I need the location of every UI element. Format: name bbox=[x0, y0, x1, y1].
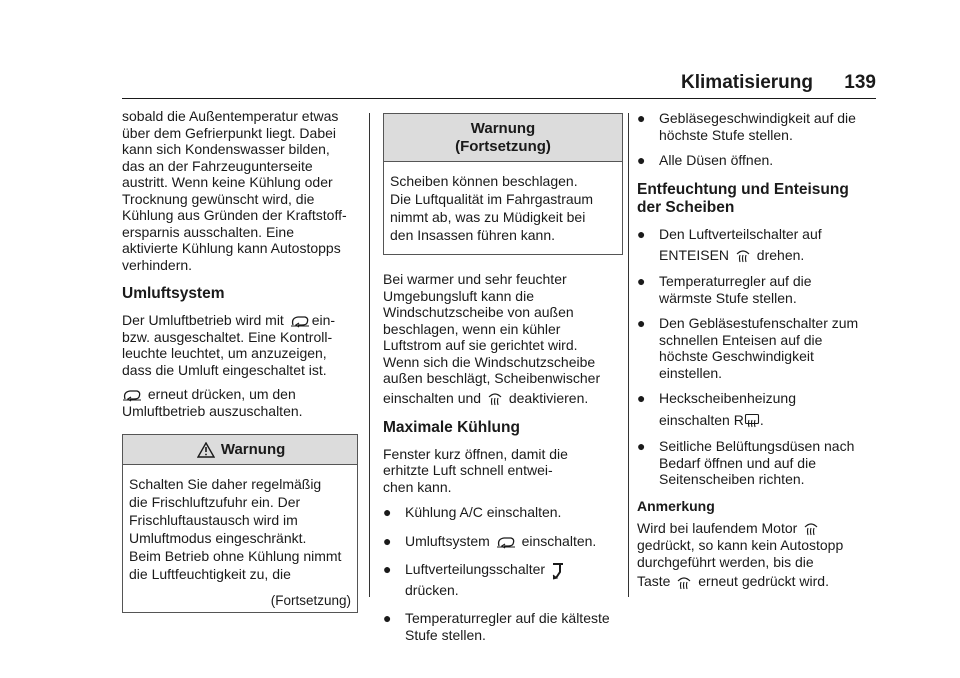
column-2 bbox=[383, 113, 623, 643]
text-line: durchgeführt werden, bis die bbox=[637, 553, 814, 570]
text-line: ersparnis ausschalten. Eine bbox=[122, 223, 294, 240]
text-line: bzw. ausgeschaltet. Eine Kontroll- bbox=[122, 328, 333, 345]
list-item-text: Kühlung A/C einschalten. bbox=[405, 504, 562, 521]
list-item-text: . bbox=[759, 411, 764, 428]
heading-umluftsystem: Umluftsystem bbox=[122, 285, 225, 302]
text-line: Die Luftqualität im Fahrgastraum bbox=[390, 191, 594, 207]
list-item-text: Heckscheibenheizung bbox=[659, 390, 796, 407]
bullet: ● bbox=[637, 273, 646, 290]
list-item-text: Luftverteilungsschalter bbox=[405, 561, 546, 578]
text-line: ein- bbox=[311, 312, 336, 328]
section-title: Klimatisierung bbox=[681, 72, 814, 93]
bullet: ● bbox=[637, 152, 646, 168]
page-number: 139 bbox=[844, 72, 876, 93]
text-line: Scheiben können beschlagen. bbox=[390, 173, 578, 189]
recirculation-icon bbox=[496, 536, 516, 549]
recirculation-icon bbox=[290, 315, 310, 328]
list-item-text: Seitenscheiben richten. bbox=[659, 471, 805, 488]
text-line: Taste bbox=[637, 573, 671, 590]
rear-defrost-icon bbox=[744, 413, 760, 429]
list-item-text: einschalten R bbox=[659, 411, 744, 428]
list-item bbox=[637, 152, 877, 169]
list-item bbox=[383, 504, 623, 521]
list-item bbox=[637, 273, 877, 306]
text-line: Fenster kurz öffnen, damit die bbox=[383, 445, 568, 462]
heading-line: Entfeuchtung und Enteisung bbox=[637, 180, 849, 198]
list-item-text: einstellen. bbox=[659, 364, 723, 381]
text-line: Umluftmodus eingeschränkt. bbox=[129, 530, 307, 546]
page-header bbox=[681, 72, 876, 94]
front-defrost-icon bbox=[735, 248, 751, 264]
header-rule bbox=[122, 98, 876, 99]
front-defrost-icon bbox=[487, 391, 503, 407]
list-item-text: einschalten. bbox=[521, 532, 597, 549]
text-line: nimmt ab, was zu Müdigkeit bei bbox=[390, 209, 586, 225]
bullet: ● bbox=[383, 504, 392, 521]
text-line: die Frischluftzufuhr ein. Der bbox=[129, 494, 301, 510]
note-heading: Anmerkung bbox=[637, 497, 715, 514]
text-line: Windschutzscheibe von außen bbox=[383, 304, 574, 320]
paragraph-umluft bbox=[122, 312, 358, 378]
air-distribution-icon bbox=[551, 562, 565, 580]
bullet: ● bbox=[383, 610, 392, 627]
list-item-text: höchste Geschwindigkeit bbox=[659, 348, 814, 365]
text-line: Umgebungsluft kann die bbox=[383, 287, 534, 304]
list-item-text: Den Gebläsestufenschalter zum bbox=[659, 315, 859, 332]
text-line: kann sich Kondenswasser bilden, bbox=[122, 141, 330, 157]
list-item bbox=[383, 610, 623, 643]
list-item-text: Bedarf öffnen und auf die bbox=[659, 454, 816, 471]
column-3 bbox=[637, 108, 877, 591]
text-line: erhitzte Luft schnell entwei- bbox=[383, 462, 553, 479]
warning-header bbox=[123, 435, 357, 465]
text-line: die Luftfeuchtigkeit zu, die bbox=[129, 566, 291, 582]
text-line: Kühlung aus Gründen der Kraftstoff- bbox=[122, 207, 347, 223]
text-line: verhindern. bbox=[122, 256, 193, 273]
bullet: ● bbox=[637, 438, 646, 455]
warning-header bbox=[384, 114, 622, 162]
text-line: den Insassen führen kann. bbox=[390, 227, 556, 243]
text-line: erneut gedrückt wird. bbox=[698, 573, 829, 590]
list-item bbox=[637, 315, 877, 381]
warning-title: Warnung bbox=[470, 120, 536, 137]
list-item-text: Temperaturregler auf die kälteste bbox=[405, 610, 610, 627]
paragraph-fog bbox=[383, 271, 623, 407]
list-item-text: schnellen Enteisen auf die bbox=[659, 331, 823, 348]
list-item bbox=[383, 561, 623, 598]
text-line: über dem Gefrierpunkt liegt. Dabei bbox=[122, 124, 336, 141]
text-line: dass die Umluft eingeschaltet ist. bbox=[122, 361, 327, 378]
list-item-text: höchste Stufe stellen. bbox=[659, 126, 793, 143]
bullet: ● bbox=[637, 315, 646, 332]
heading-maximale-kuehlung: Maximale Kühlung bbox=[383, 418, 520, 436]
column-1 bbox=[122, 108, 358, 613]
text-line: Trocknung gewünscht wird, die bbox=[122, 190, 315, 207]
text-line: Frischluftaustausch wird im bbox=[129, 512, 298, 528]
paragraph-umluft-off bbox=[122, 386, 358, 419]
list-item-text: Stufe stellen. bbox=[405, 626, 486, 643]
bullet: ● bbox=[637, 110, 646, 126]
text-line: leuchte leuchtet, um anzuzeigen, bbox=[122, 345, 327, 361]
warning-body bbox=[384, 162, 622, 254]
text-line: Luftstrom auf sie gerichtet wird. bbox=[383, 337, 578, 353]
warning-triangle-icon bbox=[197, 442, 215, 458]
list-item-text: Gebläsegeschwindigkeit auf die bbox=[659, 110, 856, 126]
list-item-text: Umluftsystem bbox=[405, 532, 490, 549]
list-item-text: ENTEISEN bbox=[659, 247, 730, 263]
heading-line: der Scheiben bbox=[637, 198, 735, 216]
bullet: ● bbox=[637, 225, 646, 242]
text-line: Schalten Sie daher regelmäßig bbox=[129, 476, 322, 492]
text-line: Umluftbetrieb auszuschalten. bbox=[122, 402, 303, 419]
list-item-text: Seitliche Belüftungsdüsen nach bbox=[659, 438, 855, 455]
list-item-text: wärmste Stufe stellen. bbox=[659, 289, 797, 306]
warning-box bbox=[122, 434, 358, 613]
warning-subtitle: (Fortsetzung) bbox=[455, 138, 551, 155]
paragraph-intro bbox=[122, 108, 358, 273]
bullet: ● bbox=[383, 532, 392, 549]
list-item-text: Alle Düsen öffnen. bbox=[659, 152, 774, 168]
text-line: deaktivieren. bbox=[508, 389, 589, 406]
text-line: Wenn sich die Windschutzscheibe bbox=[383, 353, 596, 370]
text-line: beschlagen, wenn ein kühler bbox=[383, 320, 561, 337]
text-line: sobald die Außentemperatur etwas bbox=[122, 108, 339, 124]
text-line: das an der Fahrzeugunterseite bbox=[122, 157, 313, 174]
list-item bbox=[637, 110, 877, 143]
front-defrost-icon bbox=[803, 521, 819, 537]
bullet: ● bbox=[637, 390, 646, 407]
list-item bbox=[637, 438, 877, 488]
list-item bbox=[637, 390, 877, 429]
column-divider bbox=[369, 113, 370, 597]
bullet: ● bbox=[383, 561, 392, 578]
list-item-text: Den Luftverteilschalter auf bbox=[659, 225, 822, 242]
paragraph-max-cool bbox=[383, 446, 623, 496]
text-line: austritt. Wenn keine Kühlung oder bbox=[122, 174, 333, 190]
text-line: Wird bei laufendem Motor bbox=[637, 520, 798, 537]
list-item bbox=[383, 533, 623, 550]
front-defrost-icon bbox=[676, 575, 692, 591]
text-line: Beim Betrieb ohne Kühlung nimmt bbox=[129, 548, 342, 564]
text-line: Bei warmer und sehr feuchter bbox=[383, 271, 567, 287]
continued-note: (Fortsetzung) bbox=[270, 593, 351, 608]
warning-box-continued bbox=[383, 113, 623, 255]
text-line: gedrückt, so kann kein Autostopp bbox=[637, 537, 844, 554]
list-item-text: Temperaturregler auf die bbox=[659, 273, 812, 290]
note-body bbox=[637, 520, 877, 591]
list-item-text: drehen. bbox=[756, 247, 805, 263]
text-line: Der Umluftbetrieb wird mit bbox=[122, 312, 284, 328]
text-line: erneut drücken, um den bbox=[147, 386, 296, 402]
warning-title: Warnung bbox=[220, 441, 286, 458]
text-line: außen beschlägt, Scheibenwischer bbox=[383, 370, 601, 386]
list-item bbox=[637, 226, 877, 265]
list-item-text: drücken. bbox=[405, 581, 459, 598]
text-line: aktivierte Kühlung kann Autostopps bbox=[122, 240, 341, 256]
warning-body bbox=[123, 465, 357, 587]
heading-entfeuchtung bbox=[637, 181, 877, 217]
recirculation-icon bbox=[122, 389, 142, 402]
text-line: einschalten und bbox=[383, 389, 482, 406]
text-line: chen kann. bbox=[383, 478, 452, 495]
column-divider bbox=[628, 113, 629, 597]
